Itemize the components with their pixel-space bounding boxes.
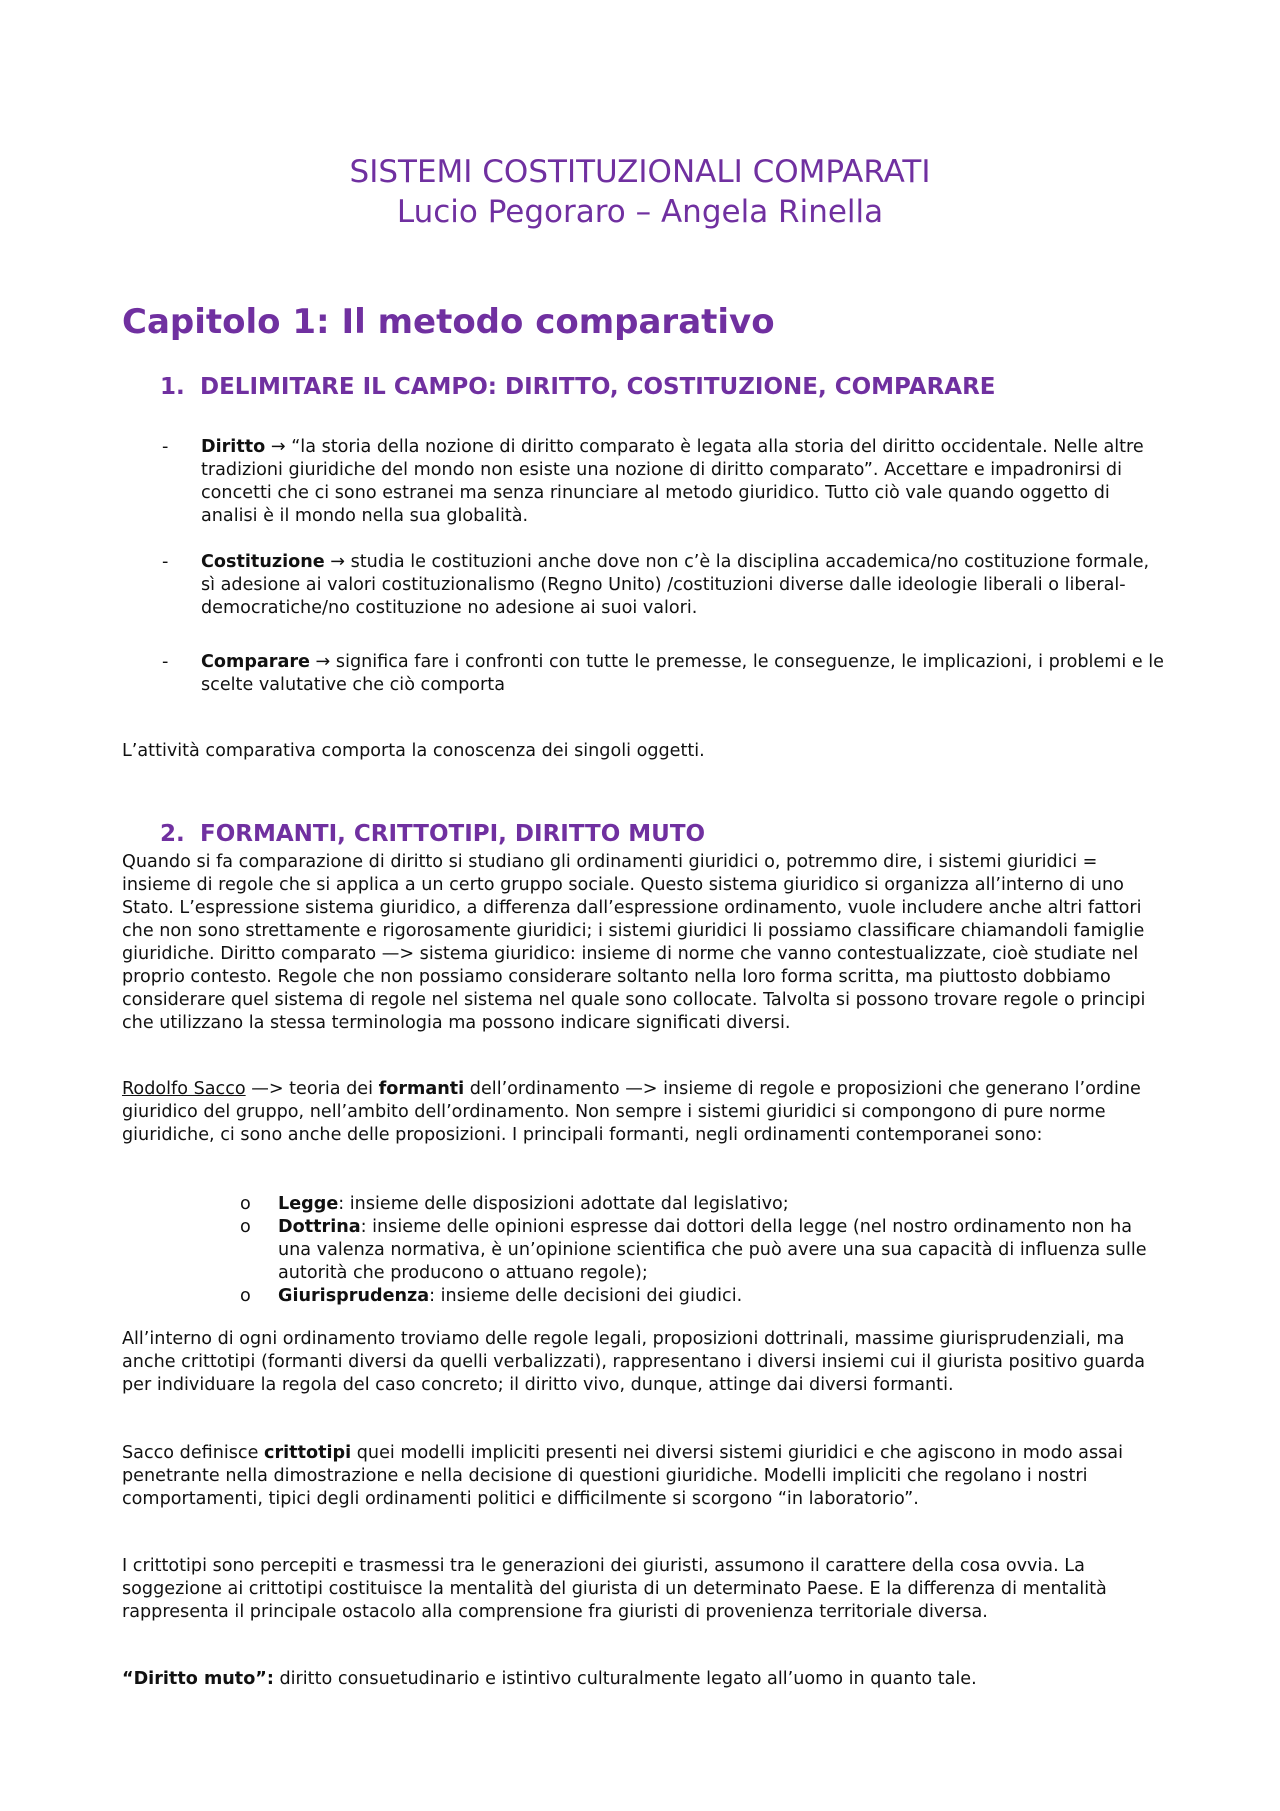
list-marker: o (240, 1217, 251, 1237)
bullet-term: Comparare (201, 652, 310, 672)
section-1-closing: L’attività comparativa comporta la conoscenza dei singoli oggetti. (122, 741, 705, 761)
bullet-marker: - (162, 552, 169, 572)
section-1-heading (160, 373, 996, 401)
document-title-block (0, 152, 1280, 232)
bullet-marker: - (162, 652, 169, 672)
document-title: SISTEMI COSTITUZIONALI COMPARATI (349, 154, 931, 190)
paragraph-percepiti: I crittotipi sono percepiti e trasmessi tra le generazioni dei giuristi, assumono il carattere della cosa ovvia. La soggezione ai crittotipi costituisce la mentalità del giurista di un determinato Paese. E la differenza di mentalità rappresenta il principale ostacolo alla comprensione fra giuristi di provenienza territoriale diversa. (122, 1556, 1107, 1622)
paragraph-interno: All’interno di ogni ordinamento troviamo delle regole legali, proposizioni dottrinali, massime giurisprudenziali, ma anche crittotipi (formanti diversi da quelli verbalizzati), rappresentano i diversi insiemi cui il giurista positivo guarda per individuare la regola del caso concreto; il diritto vivo, dunque, attinge dai diversi formanti. (122, 1329, 1146, 1395)
list-item: o Dottrina: insieme delle opinioni espresse dai dottori della legge (nel nostro ordinamento non ha una valenza normativa, è un’opinione scientifica che può avere una sua capacità di influenza sulle autorità che producono o attuano regole); (240, 1217, 1147, 1283)
list-marker: o (240, 1194, 251, 1214)
bullet-text: studia le costituzioni anche dove non c’è la disciplina accademica/no costituzione formale, sì adesione ai valori costituzionalismo (Regno Unito) /costituzioni diverse dalle ideologie liberali o liberal-democratiche/no costituzione no adesione ai suoi valori. (201, 552, 1150, 618)
paragraph-sacco-formanti: Rodolfo Sacco —> teoria dei formanti dell’ordinamento —> insieme di regole e proposizioni che generano l’ordine giuridico del gruppo, nell’ambito dell’ordinamento. Non sempre i sistemi giuridici si compongono di pure norme giuridiche, ci sono anche delle proposizioni. I principali formanti, negli ordinamenti contemporanei sono: (122, 1079, 1141, 1145)
section-2-heading (160, 820, 705, 848)
chapter-title: Capitolo 1: Il metodo comparativo (122, 302, 775, 342)
list-marker: o (240, 1286, 251, 1306)
paragraph-crittotipi: Sacco definisce crittotipi quei modelli impliciti presenti nei diversi sistemi giuridici e che agiscono in modo assai penetrante nella dimostrazione e nella decisione di questioni giuridiche. Modelli impliciti che regolano i nostri comportamenti, tipici degli ordinamenti politici e difficilmente si scorgono “in laboratorio”. (122, 1443, 1123, 1509)
section-2-number: 2. (160, 821, 185, 847)
document-authors: Lucio Pegoraro – Angela Rinella (396, 194, 884, 230)
paragraph-diritto-muto: “Diritto muto”: diritto consuetudinario e istintivo culturalmente legato all’uomo in quanto tale. (122, 1669, 977, 1689)
section-1-number: 1. (160, 374, 185, 400)
section-1-title: DELIMITARE IL CAMPO: DIRITTO, COSTITUZIONE, COMPARARE (200, 374, 996, 400)
list-item: o Legge: insieme delle disposizioni adottate dal legislativo; (240, 1194, 789, 1214)
bullet-marker: - (162, 437, 169, 457)
document-page: SISTEMI COSTITUZIONALI COMPARATI Lucio Pegoraro – Angela Rinella Capitolo 1: Il metodo comparativo 1. DELIMITARE IL CAMPO: DIRITTO, COSTITUZIONE, COMPARARE - Diritto → “la storia della nozione di diritto comparato è legata alla storia del diritto occidentale. Nelle altre tradizioni giuridiche del mondo non esiste una nozione di diritto comparato”. Accettare e impadronirsi di concetti che ci sono estranei ma senza rinunciare al metodo giuridico. Tutto ciò vale quando oggetto di analisi è il mondo nella sua globalità. - Costituzione → studia le costituzioni anche dove non c’è la disciplina accademica/no costituzione formale, sì adesione ai valori costituzionalismo (Regno Unito) /costituzioni diverse dalle ideologie liberali o liberal-democratiche/no costituzione no adesione ai suoi valori. - Comparare → significa fare i confronti con tutte le premesse, le conseguenze, le implicazioni, i problemi e le scelte valutative che ciò comporta L’attività comparativa comporta la conoscenza dei singoli oggetti. 2. FORMANTI, CRITTOTIPI, DIRITTO MUTO Quando si fa comparazione di diritto si studiano gli ordinamenti giuridici o, potremmo dire, i sistemi giuridici = insieme di regole che si applica a un certo gruppo sociale. Questo sistema giuridico si organizza all’interno di uno Stato. L’espressione sistema giuridico, a differenza dall’espressione ordinamento, vuole includere anche altri fattori che non sono strettamente e rigorosamente giuridici; i sistemi giuridici li possiamo classificare chiamandoli famiglie giuridiche. Diritto comparato —> sistema giuridico: insieme di norme che vanno contestualizzate, cioè studiate nel proprio contesto. Regole che non possiamo considerare soltanto nella loro forma scritta, ma piuttosto dobbiamo considerare quel sistema di regole nel sistema nel quale sono collocate. Talvolta si possono trovare regole o principi che utilizzano la stessa terminologia ma possono indicare significati diversi. Rodolfo Sacco —> teoria dei formanti dell’ordinamento —> insieme di regole e proposizioni che generano l’ordine giuridico del gruppo, nell’ambito dell’ordinamento. Non sempre i sistemi giuridici si compongono di pure norme giuridiche, ci sono anche delle proposizioni. I principali formanti, negli ordinamenti contemporanei sono: o Legge: insieme delle disposizioni adottate dal legislativo; o Dottrina: insieme delle opinioni espresse dai dottori della legge (nel nostro ordinamento non ha una valenza normativa, è un’opinione scientifica che può avere una sua capacità di influenza sulle autorità che producono o attuano regole); o Giurisprudenza: insieme delle decisioni dei giudici. All’interno di ogni ordinamento troviamo delle regole legali, proposizioni dottrinali, massime giurisprudenziali, ma anche crittotipi (formanti diversi da quelli verbalizzati), rappresentano i diversi insiemi cui il giurista positivo guarda per individuare la regola del caso concreto; il diritto vivo, dunque, attinge dai diversi formanti. Sacco definisce crittotipi quei modelli impliciti presenti nei diversi sistemi giuridici e che agiscono in modo assai penetrante nella dimostrazione e nella decisione di questioni giuridiche. Modelli impliciti che regolano i nostri comportamenti, tipici degli ordinamenti politici e difficilmente si scorgono “in laboratorio”. I crittotipi sono percepiti e trasmessi tra le generazioni dei giuristi, assumono il carattere della cosa ovvia. La soggezione ai crittotipi costituisce la mentalità del giurista di un determinato Paese. E la differenza di mentalità rappresenta il principale ostacolo alla comprensione fra giuristi di provenienza territoriale diversa. “Diritto muto”: diritto consuetudinario e istintivo culturalmente legato all’uomo in quanto tale. (0, 0, 1280, 1811)
section-2-title: FORMANTI, CRITTOTIPI, DIRITTO MUTO (200, 821, 706, 847)
formanti-list (240, 1193, 1170, 1308)
bullet-term: Costituzione (201, 552, 325, 572)
section-2-intro: Quando si fa comparazione di diritto si studiano gli ordinamenti giuridici o, potremmo dire, i sistemi giuridici = insieme di regole che si applica a un certo gruppo sociale. Questo sistema giuridico si organizza all’interno di uno Stato. L’espressione sistema giuridico, a differenza dall’espressione ordinamento, vuole includere anche altri fattori che non sono strettamente e rigorosamente giuridici; i sistemi giuridici li possiamo classificare chiamandoli famiglie giuridiche. Diritto comparato —> sistema giuridico: insieme di norme che vanno contestualizzate, cioè studiate nel proprio contesto. Regole che non possiamo considerare soltanto nella loro forma scritta, ma piuttosto dobbiamo considerare quel sistema di regole nel sistema nel quale sono collocate. Talvolta si possono trovare regole o principi che utilizzano la stessa terminologia ma possono indicare significati diversi. (122, 852, 1146, 1033)
bullet-text: significa fare i confronti con tutte le premesse, le conseguenze, le implicazioni, i problemi e le scelte valutative che ciò comporta (201, 652, 1164, 695)
list-item: o Giurisprudenza: insieme delle decisioni dei giudici. (240, 1286, 743, 1306)
bullet-term: Diritto (201, 437, 266, 457)
author-name: Rodolfo Sacco (122, 1079, 246, 1099)
bullet-text: “la storia della nozione di diritto comparato è legata alla storia del diritto occidentale. Nelle altre tradizioni giuridiche del mondo non esiste una nozione di diritto comparato”. Accettare e impadronirsi di concetti che ci sono estranei ma senza rinunciare al metodo giuridico. Tutto ciò vale quando oggetto di analisi è il mondo nella sua globalità. (201, 437, 1144, 526)
